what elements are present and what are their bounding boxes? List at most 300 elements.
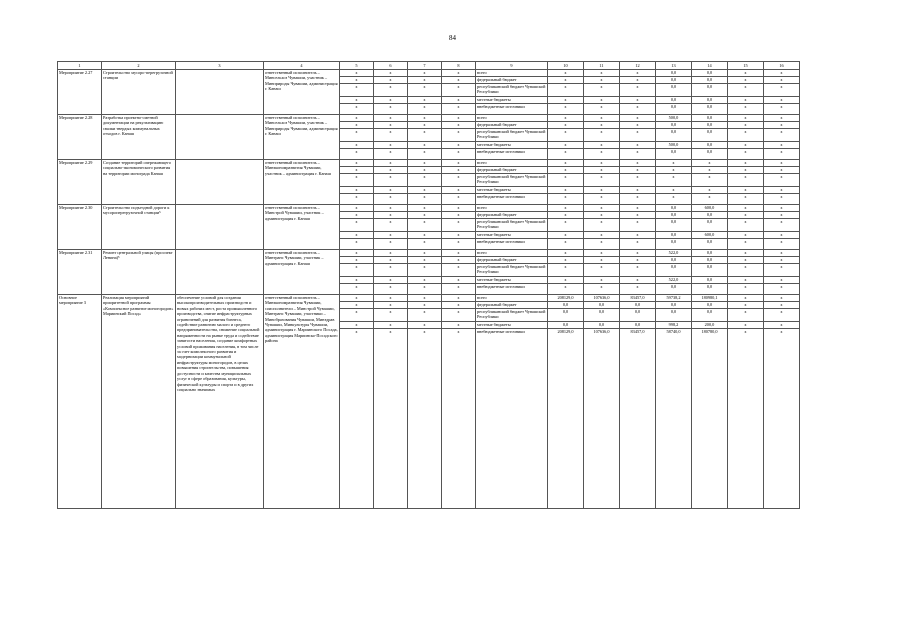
column-number: 15 xyxy=(728,62,764,70)
amount-cell: x xyxy=(620,277,656,284)
amount-cell: 0,0 xyxy=(620,322,656,329)
amount-cell: x xyxy=(764,174,800,187)
amount-cell: x xyxy=(620,205,656,212)
funding-source: местные бюджеты xyxy=(476,322,548,329)
code-cell: x xyxy=(442,122,476,129)
code-cell: x xyxy=(340,77,374,84)
code-cell: x xyxy=(374,219,408,232)
amount-cell: x xyxy=(584,257,620,264)
column-number: 2 xyxy=(102,62,176,70)
amount-cell: x xyxy=(728,77,764,84)
amount-cell: x xyxy=(548,174,584,187)
page-number: 84 xyxy=(449,34,456,42)
block-c4: ответственный исполнитель – Минэкономразвития Чувашии, участник – администрация г. Канаш xyxy=(264,160,340,205)
amount-cell: 0,0 xyxy=(692,284,728,295)
code-cell: x xyxy=(374,309,408,322)
code-cell: x xyxy=(442,239,476,250)
amount-cell: 0,0 xyxy=(692,77,728,84)
code-cell: x xyxy=(374,205,408,212)
amount-cell: x xyxy=(548,122,584,129)
column-number: 5 xyxy=(340,62,374,70)
amount-cell: x xyxy=(728,302,764,309)
table-row xyxy=(58,115,800,122)
amount-cell: 0,0 xyxy=(656,70,692,77)
amount-cell: x xyxy=(728,70,764,77)
amount-cell: 998,2 xyxy=(656,322,692,329)
code-cell: x xyxy=(442,77,476,84)
funding-source: местные бюджеты xyxy=(476,277,548,284)
amount-cell: 180780,0 xyxy=(692,329,728,509)
amount-cell: x xyxy=(584,187,620,194)
amount-cell: x xyxy=(548,194,584,205)
code-cell: x xyxy=(374,104,408,115)
code-cell: x xyxy=(340,167,374,174)
amount-cell: 0,0 xyxy=(692,219,728,232)
amount-cell: x xyxy=(692,160,728,167)
table-row xyxy=(58,250,800,257)
block-c3 xyxy=(176,205,264,250)
amount-cell: x xyxy=(764,295,800,302)
code-cell: x xyxy=(374,295,408,302)
amount-cell: 0,0 xyxy=(548,309,584,322)
amount-cell: x xyxy=(584,239,620,250)
amount-cell: x xyxy=(584,77,620,84)
amount-cell: x xyxy=(584,264,620,277)
amount-cell: x xyxy=(764,70,800,77)
code-cell: x xyxy=(442,212,476,219)
amount-cell: 83457,0 xyxy=(620,329,656,509)
amount-cell: x xyxy=(548,212,584,219)
amount-cell: x xyxy=(728,264,764,277)
amount-cell: x xyxy=(584,219,620,232)
code-cell: x xyxy=(374,264,408,277)
code-cell: x xyxy=(442,205,476,212)
funding-source: местные бюджеты xyxy=(476,97,548,104)
code-cell: x xyxy=(374,302,408,309)
amount-cell: 59738,2 xyxy=(656,295,692,302)
code-cell: x xyxy=(408,167,442,174)
amount-cell: 200,0 xyxy=(692,322,728,329)
funding-source: всего xyxy=(476,295,548,302)
amount-cell: 0,0 xyxy=(548,322,584,329)
amount-cell: x xyxy=(548,277,584,284)
amount-cell: 0,0 xyxy=(692,142,728,149)
program-table xyxy=(57,61,800,509)
code-cell: x xyxy=(340,257,374,264)
code-cell: x xyxy=(408,232,442,239)
code-cell: x xyxy=(408,77,442,84)
amount-cell: x xyxy=(728,257,764,264)
amount-cell: 500,0 xyxy=(656,115,692,122)
amount-cell: x xyxy=(584,212,620,219)
amount-cell: x xyxy=(728,160,764,167)
code-cell: x xyxy=(340,277,374,284)
code-cell: x xyxy=(442,284,476,295)
amount-cell: x xyxy=(620,264,656,277)
code-cell: x xyxy=(374,115,408,122)
amount-cell: x xyxy=(548,129,584,142)
code-cell: x xyxy=(374,84,408,97)
funding-source: федеральный бюджет xyxy=(476,167,548,174)
amount-cell: x xyxy=(548,219,584,232)
amount-cell: 0,0 xyxy=(656,104,692,115)
code-cell: x xyxy=(442,329,476,509)
block-c3 xyxy=(176,70,264,115)
code-cell: x xyxy=(442,167,476,174)
amount-cell: x xyxy=(620,70,656,77)
code-cell: x xyxy=(374,142,408,149)
amount-cell: x xyxy=(728,115,764,122)
amount-cell: x xyxy=(620,77,656,84)
block-c3: обеспечение условий для создания высокопроизводительных производств и новых рабочих мест, роста промышленного производства, снятие инфраструктурных ограничений для развития бизнеса, содействие развитию малого и среднего предпринимательства, снижение социальной напряженности на рынке труда и содействие занятости населения, создание комфортных условий проживания населения, в том числе за счет комплексного развития и модернизации коммунальной инфраструктуры моногородов, в целях повышения строительства, повышения доступности и качества муниципальных услуг в сфере образования, культуры, физической культуры и спорта и в других социально значимых xyxy=(176,295,264,509)
amount-cell: x xyxy=(548,239,584,250)
funding-source: республиканский бюджет Чувашской Республики xyxy=(476,129,548,142)
funding-source: местные бюджеты xyxy=(476,142,548,149)
amount-cell: x xyxy=(728,284,764,295)
amount-cell: 0,0 xyxy=(656,284,692,295)
amount-cell: x xyxy=(692,187,728,194)
amount-cell: x xyxy=(584,167,620,174)
amount-cell: x xyxy=(692,174,728,187)
code-cell: x xyxy=(408,122,442,129)
amount-cell: x xyxy=(728,219,764,232)
amount-cell: 0,0 xyxy=(692,212,728,219)
amount-cell: 0,0 xyxy=(656,302,692,309)
funding-source: местные бюджеты xyxy=(476,187,548,194)
amount-cell: 0,0 xyxy=(692,149,728,160)
amount-cell: 208129,0 xyxy=(548,295,584,302)
code-cell: x xyxy=(340,70,374,77)
amount-cell: x xyxy=(584,284,620,295)
code-cell: x xyxy=(374,122,408,129)
column-number: 8 xyxy=(442,62,476,70)
amount-cell: x xyxy=(728,174,764,187)
code-cell: x xyxy=(408,257,442,264)
funding-source: федеральный бюджет xyxy=(476,212,548,219)
amount-cell: x xyxy=(548,264,584,277)
amount-cell: x xyxy=(584,149,620,160)
amount-cell: x xyxy=(620,115,656,122)
amount-cell: 0,0 xyxy=(620,309,656,322)
amount-cell: 0,0 xyxy=(656,219,692,232)
amount-cell: x xyxy=(548,149,584,160)
amount-cell: x xyxy=(728,129,764,142)
code-cell: x xyxy=(340,212,374,219)
code-cell: x xyxy=(374,257,408,264)
amount-cell: 0,0 xyxy=(692,250,728,257)
funding-source: федеральный бюджет xyxy=(476,77,548,84)
amount-cell: 500,0 xyxy=(656,142,692,149)
code-cell: x xyxy=(442,97,476,104)
code-cell: x xyxy=(340,232,374,239)
amount-cell: x xyxy=(548,205,584,212)
column-number: 16 xyxy=(764,62,800,70)
amount-cell: x xyxy=(620,250,656,257)
code-cell: x xyxy=(340,115,374,122)
code-cell: x xyxy=(408,250,442,257)
amount-cell: x xyxy=(728,239,764,250)
amount-cell: 0,0 xyxy=(656,264,692,277)
column-number: 6 xyxy=(374,62,408,70)
amount-cell: x xyxy=(764,97,800,104)
code-cell: x xyxy=(340,239,374,250)
column-number: 10 xyxy=(548,62,584,70)
code-cell: x xyxy=(374,70,408,77)
amount-cell: x xyxy=(620,212,656,219)
amount-cell: 0,0 xyxy=(656,149,692,160)
amount-cell: x xyxy=(656,167,692,174)
column-number: 14 xyxy=(692,62,728,70)
amount-cell: x xyxy=(548,142,584,149)
funding-source: республиканский бюджет Чувашской Республики xyxy=(476,219,548,232)
code-cell: x xyxy=(442,160,476,167)
amount-cell: x xyxy=(620,232,656,239)
amount-cell: x xyxy=(584,70,620,77)
code-cell: x xyxy=(408,205,442,212)
amount-cell: x xyxy=(764,277,800,284)
amount-cell: x xyxy=(584,104,620,115)
code-cell: x xyxy=(340,187,374,194)
amount-cell: 522,0 xyxy=(656,250,692,257)
amount-cell: x xyxy=(728,232,764,239)
amount-cell: 0,0 xyxy=(656,84,692,97)
code-cell: x xyxy=(442,219,476,232)
funding-source: республиканский бюджет Чувашской Республики xyxy=(476,309,548,322)
code-cell: x xyxy=(442,174,476,187)
amount-cell: x xyxy=(728,149,764,160)
amount-cell: 0,0 xyxy=(692,277,728,284)
code-cell: x xyxy=(408,219,442,232)
amount-cell: x xyxy=(584,142,620,149)
amount-cell: 0,0 xyxy=(692,257,728,264)
block-c1: Мероприятие 2.31 xyxy=(58,250,102,295)
code-cell: x xyxy=(374,149,408,160)
code-cell: x xyxy=(442,142,476,149)
code-cell: x xyxy=(340,194,374,205)
block-c3 xyxy=(176,160,264,205)
table-row xyxy=(58,295,800,302)
amount-cell: x xyxy=(728,97,764,104)
amount-cell: x xyxy=(584,250,620,257)
column-number-row xyxy=(58,62,800,70)
amount-cell: x xyxy=(728,205,764,212)
amount-cell: 0,0 xyxy=(656,129,692,142)
code-cell: x xyxy=(442,309,476,322)
amount-cell: x xyxy=(548,284,584,295)
code-cell: x xyxy=(374,129,408,142)
amount-cell: x xyxy=(764,302,800,309)
amount-cell: x xyxy=(620,167,656,174)
block-c2: Реализация мероприятий приоритетной программы «Комплексное развитие моногородов» Мариинский Посад» xyxy=(102,295,176,509)
code-cell: x xyxy=(408,174,442,187)
amount-cell: x xyxy=(764,115,800,122)
amount-cell: 0,0 xyxy=(656,309,692,322)
funding-source: всего xyxy=(476,205,548,212)
amount-cell: x xyxy=(764,257,800,264)
block-c2: Строительство подъездной дороги к мусороперегрузочной станции⁵ xyxy=(102,205,176,250)
funding-source: республиканский бюджет Чувашской Республики xyxy=(476,84,548,97)
funding-source: республиканский бюджет Чувашской Республики xyxy=(476,174,548,187)
code-cell: x xyxy=(442,115,476,122)
amount-cell: x xyxy=(584,160,620,167)
amount-cell: x xyxy=(764,284,800,295)
amount-cell: 0,0 xyxy=(656,205,692,212)
amount-cell: 0,0 xyxy=(656,212,692,219)
block-c2: Разработка проектно-сметной документации на рекультивацию свалки твердых коммунальных отходов г. Канаш xyxy=(102,115,176,160)
amount-cell: x xyxy=(728,194,764,205)
amount-cell: x xyxy=(584,194,620,205)
code-cell: x xyxy=(408,329,442,509)
block-c2: Строительство мусоро-перегрузочной станции xyxy=(102,70,176,115)
amount-cell: x xyxy=(764,187,800,194)
column-number: 3 xyxy=(176,62,264,70)
code-cell: x xyxy=(442,232,476,239)
amount-cell: x xyxy=(728,250,764,257)
code-cell: x xyxy=(408,160,442,167)
funding-source: всего xyxy=(476,70,548,77)
code-cell: x xyxy=(408,84,442,97)
code-cell: x xyxy=(340,129,374,142)
amount-cell: x xyxy=(764,309,800,322)
code-cell: x xyxy=(340,302,374,309)
amount-cell: 0,0 xyxy=(656,97,692,104)
code-cell: x xyxy=(374,160,408,167)
amount-cell: x xyxy=(620,257,656,264)
block-c4: ответственный исполнитель – Минэкономразвития Чувашии, соисполнители – Минстрой Чувашии, Минтранс Чувашии, участники – Минобразования Чувашии, Минздрав Чувашии, Минкультуры Чувашии, администрация г. Мариинского Посада, администрация Мариинско-Посадского района xyxy=(264,295,340,509)
block-c1: Мероприятие 2.29 xyxy=(58,160,102,205)
code-cell: x xyxy=(442,250,476,257)
code-cell: x xyxy=(408,277,442,284)
amount-cell: x xyxy=(764,329,800,509)
code-cell: x xyxy=(408,129,442,142)
amount-cell: 0,0 xyxy=(548,302,584,309)
amount-cell: x xyxy=(692,167,728,174)
code-cell: x xyxy=(442,70,476,77)
funding-source: внебюджетные источники xyxy=(476,104,548,115)
amount-cell: x xyxy=(764,77,800,84)
code-cell: x xyxy=(374,174,408,187)
code-cell: x xyxy=(408,295,442,302)
amount-cell: x xyxy=(548,257,584,264)
table-row xyxy=(58,70,800,77)
amount-cell: x xyxy=(620,160,656,167)
amount-cell: x xyxy=(764,322,800,329)
code-cell: x xyxy=(340,104,374,115)
code-cell: x xyxy=(340,97,374,104)
amount-cell: 107636,0 xyxy=(584,295,620,302)
amount-cell: x xyxy=(728,277,764,284)
amount-cell: x xyxy=(584,84,620,97)
code-cell: x xyxy=(340,295,374,302)
code-cell: x xyxy=(340,250,374,257)
amount-cell: 180980,1 xyxy=(692,295,728,302)
code-cell: x xyxy=(442,264,476,277)
code-cell: x xyxy=(340,122,374,129)
code-cell: x xyxy=(340,174,374,187)
amount-cell: x xyxy=(728,329,764,509)
table-row xyxy=(58,205,800,212)
code-cell: x xyxy=(340,264,374,277)
code-cell: x xyxy=(374,322,408,329)
amount-cell: x xyxy=(584,122,620,129)
column-number: 1 xyxy=(58,62,102,70)
amount-cell: 0,0 xyxy=(692,97,728,104)
amount-cell: x xyxy=(584,174,620,187)
code-cell: x xyxy=(442,295,476,302)
amount-cell: x xyxy=(620,104,656,115)
code-cell: x xyxy=(374,167,408,174)
funding-source: внебюджетные источники xyxy=(476,284,548,295)
amount-cell: x xyxy=(620,97,656,104)
code-cell: x xyxy=(408,149,442,160)
amount-cell: x xyxy=(620,219,656,232)
block-c2: Создание территорий опережающего социально-экономического развития на территории монограда Канаш xyxy=(102,160,176,205)
amount-cell: x xyxy=(728,142,764,149)
code-cell: x xyxy=(442,322,476,329)
amount-cell: x xyxy=(548,167,584,174)
amount-cell: x xyxy=(764,250,800,257)
code-cell: x xyxy=(408,97,442,104)
funding-source: федеральный бюджет xyxy=(476,302,548,309)
amount-cell: x xyxy=(764,149,800,160)
amount-cell: x xyxy=(548,250,584,257)
amount-cell: x xyxy=(728,309,764,322)
code-cell: x xyxy=(408,264,442,277)
amount-cell: x xyxy=(764,212,800,219)
amount-cell: 0,0 xyxy=(656,232,692,239)
amount-cell: x xyxy=(584,115,620,122)
amount-cell: 0,0 xyxy=(692,84,728,97)
amount-cell: 0,0 xyxy=(620,302,656,309)
code-cell: x xyxy=(442,194,476,205)
code-cell: x xyxy=(374,277,408,284)
amount-cell: x xyxy=(548,160,584,167)
amount-cell: x xyxy=(764,239,800,250)
code-cell: x xyxy=(408,212,442,219)
code-cell: x xyxy=(374,232,408,239)
code-cell: x xyxy=(340,322,374,329)
amount-cell: x xyxy=(656,174,692,187)
column-number: 4 xyxy=(264,62,340,70)
amount-cell: x xyxy=(764,122,800,129)
block-c1: Мероприятие 2.30 xyxy=(58,205,102,250)
code-cell: x xyxy=(340,309,374,322)
amount-cell: x xyxy=(620,84,656,97)
block-c1: Основное мероприятие 3 xyxy=(58,295,102,509)
amount-cell: x xyxy=(764,264,800,277)
amount-cell: 0,0 xyxy=(656,77,692,84)
code-cell: x xyxy=(374,239,408,250)
funding-source: внебюджетные источники xyxy=(476,239,548,250)
code-cell: x xyxy=(374,77,408,84)
code-cell: x xyxy=(340,149,374,160)
block-c4: ответственный исполнитель – Минтранс Чувашии, участник – администрация г. Канаш xyxy=(264,250,340,295)
amount-cell: x xyxy=(764,205,800,212)
column-number: 13 xyxy=(656,62,692,70)
amount-cell: 0,0 xyxy=(692,309,728,322)
block-c1: Мероприятие 2.27 xyxy=(58,70,102,115)
code-cell: x xyxy=(408,284,442,295)
amount-cell: 107636,0 xyxy=(584,329,620,509)
amount-cell: x xyxy=(764,160,800,167)
block-c1: Мероприятие 2.28 xyxy=(58,115,102,160)
funding-source: внебюджетные источники xyxy=(476,194,548,205)
amount-cell: 0,0 xyxy=(692,264,728,277)
code-cell: x xyxy=(374,212,408,219)
amount-cell: 58740,0 xyxy=(656,329,692,509)
amount-cell: x xyxy=(620,142,656,149)
code-cell: x xyxy=(408,309,442,322)
